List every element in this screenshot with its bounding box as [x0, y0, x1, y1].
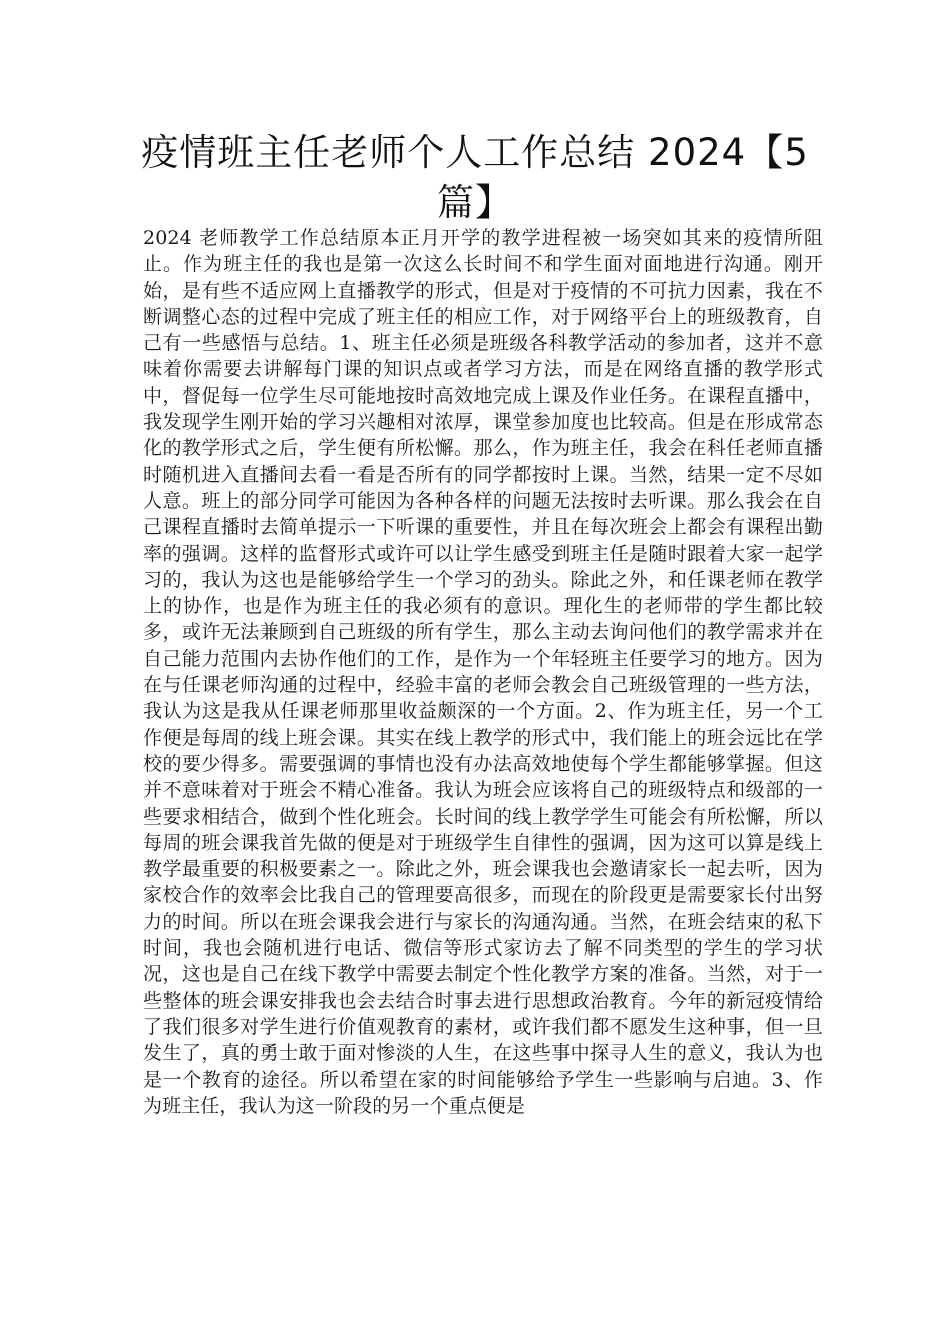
- document-title: 疫情班主任老师个人工作总结 2024【5篇】: [141, 131, 809, 224]
- document-body: 2024 老师教学工作总结原本正月开学的教学进程被一场突如其来的疫情所阻止。作为班主任的我也是第一次这么长时间不和学生面对面地进行沟通。刚开始，是有些不适应网上直播教学的形式，但是对于疫情的不可抗力因素，我在不断调整心态的过程中完成了班主任的相应工作，对于网络平台上的班级教育，自己有一些感悟与总结。1、班主任必须是班级各科教学活动的参加者，这并不意味着你需要去讲解每门课的知识点或者学习方法，而是在网络直播的教学形式中，督促每一位学生尽可能地按时高效地完成上课及作业任务。在课程直播中，我发现学生刚开始的学习兴趣相对浓厚，课堂参加度也比较高。但是在形成常态化的教学形式之后，学生便有所松懈。那么，作为班主任，我会在科任老师直播时随机进入直播间去看一看是否所有的同学都按时上课。当然，结果一定不尽如人意。班上的部分同学可能因为各种各样的问题无法按时去听课。那么我会在自己课程直播时去简单提示一下听课的重要性，并且在每次班会上都会有课程出勤率的强调。这样的监督形式或许可以让学生感受到班主任是随时跟着大家一起学习的，我认为这也是能够给学生一个学习的劲头。除此之外，和任课老师在教学上的协作，也是作为班主任的我必须有的意识。理化生的老师带的学生都比较多，或许无法兼顾到自己班级的所有学生，那么主动去询问他们的教学需求并在自己能力范围内去协作他们的工作，是作为一个年轻班主任要学习的地方。因为在与任课老师沟通的过程中，经验丰富的老师会教会自己班级管理的一些方法，我认为这是我从任课老师那里收益颇深的一个方面。2、作为班主任，另一个工作便是每周的线上班会课。其实在线上教学的形式中，我们能上的班会远比在学校的要少得多。需要强调的事情也没有办法高效地使每个学生都能够掌握。但这并不意味着对于班会不精心准备。我认为班会应该将自己的班级特点和级部的一些要求相结合，做到个性化班会。长时间的线上教学学生可能会有所松懈，所以每周的班会课我首先做的便是对于班级学生自律性的强调，因为这可以算是线上教学最重要的积极要素之一。除此之外，班会课我也会邀请家长一起去听，因为家校合作的效率会比我自己的管理要高很多，而现在的阶段更是需要家长付出努力的时间。所以在班会课我会进行与家长的沟通沟通。当然，在班会结束的私下时间，我也会随机进行电话、微信等形式家访去了解不同类型的学生的学习状况，这也是自己在线下教学中需要去制定个性化教学方案的准备。当然，对于一些整体的班会课安排我也会去结合时事去进行思想政治教育。今年的新冠疫情给了我们很多对学生进行价值观教育的素材，或许我们都不愿发生这种事，但一旦发生了，真的勇士敢于面对惨淡的人生，在这些事中探寻人生的意义，我认为也是一个教育的途径。所以希望在家的时间能够给予学生一些影响与启迪。3、作为班主任，我认为这一阶段的另一个重点便是: [143, 227, 823, 1117]
